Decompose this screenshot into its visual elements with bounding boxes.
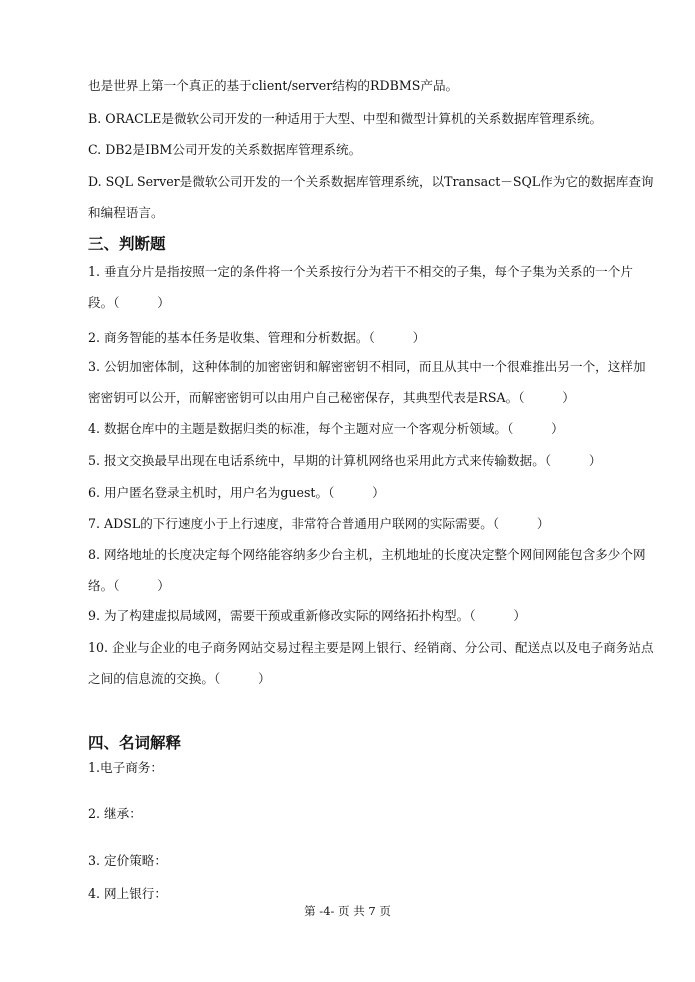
question-8: 8. 网络地址的长度决定每个网络能容纳多少台主机，主机地址的长度决定整个网间网能包含多少个网络。（ ） [88, 547, 646, 593]
option-b: B. ORACLE是微软公司开发的一种适用于大型、中型和微型计算机的关系数据库管理系统。 [88, 111, 603, 126]
term-1: 1.电子商务： [88, 760, 163, 775]
section-4-title: 四、名词解释 [88, 734, 182, 752]
question-3: 3. 公钥加密体制，这种体制的加密密钥和解密密钥不相同，而且从其中一个很难推出另一个，这样加密密钥可以公开，而解密密钥可以由用户自己秘密保存，其典型代表是RSA。（ ） [88, 359, 646, 405]
question-4: 4. 数据仓库中的主题是数据归类的标准，每个主题对应一个客观分析领域。（ ） [88, 421, 564, 436]
question-10: 10. 企业与企业的电子商务网站交易过程主要是网上银行、经销商、分公司、配送点以及电子商务站点之间的信息流的交换。（ ） [88, 640, 654, 686]
question-6: 6. 用户匿名登录主机时，用户名为guest。（ ） [88, 485, 385, 500]
question-7: 7. ADSL的下行速度小于上行速度，非常符合普通用户联网的实际需要。（ ） [88, 516, 550, 531]
term-2: 2. 继承： [88, 806, 142, 821]
option-d: D. SQL Server是微软公司开发的一个关系数据库管理系统，以Transact－SQL作为它的数据库查询和编程语言。 [88, 174, 654, 220]
continued-text: 也是世界上第一个真正的基于client/server结构的RDBMS产品。 [88, 78, 459, 93]
question-2: 2. 商务智能的基本任务是收集、管理和分析数据。（ ） [88, 330, 426, 345]
option-c: C. DB2是IBM公司开发的关系数据库管理系统。 [88, 142, 362, 157]
page-footer: 第 -4- 页 共 7 页 [304, 904, 391, 918]
question-9: 9. 为了构建虚拟局域网，需要干预或重新修改实际的网络拓扑构型。（ ） [88, 608, 526, 623]
question-5: 5. 报文交换最早出现在电话系统中，早期的计算机网络也采用此方式来传输数据。（ ） [88, 453, 602, 468]
question-1: 1. 垂直分片是指按照一定的条件将一个关系按行分为若干不相交的子集，每个子集为关系的一个片段。（ ） [88, 264, 633, 310]
section-3-title: 三、判断题 [88, 235, 166, 253]
term-4: 4. 网上银行： [88, 886, 167, 901]
term-3: 3. 定价策略： [88, 853, 167, 868]
